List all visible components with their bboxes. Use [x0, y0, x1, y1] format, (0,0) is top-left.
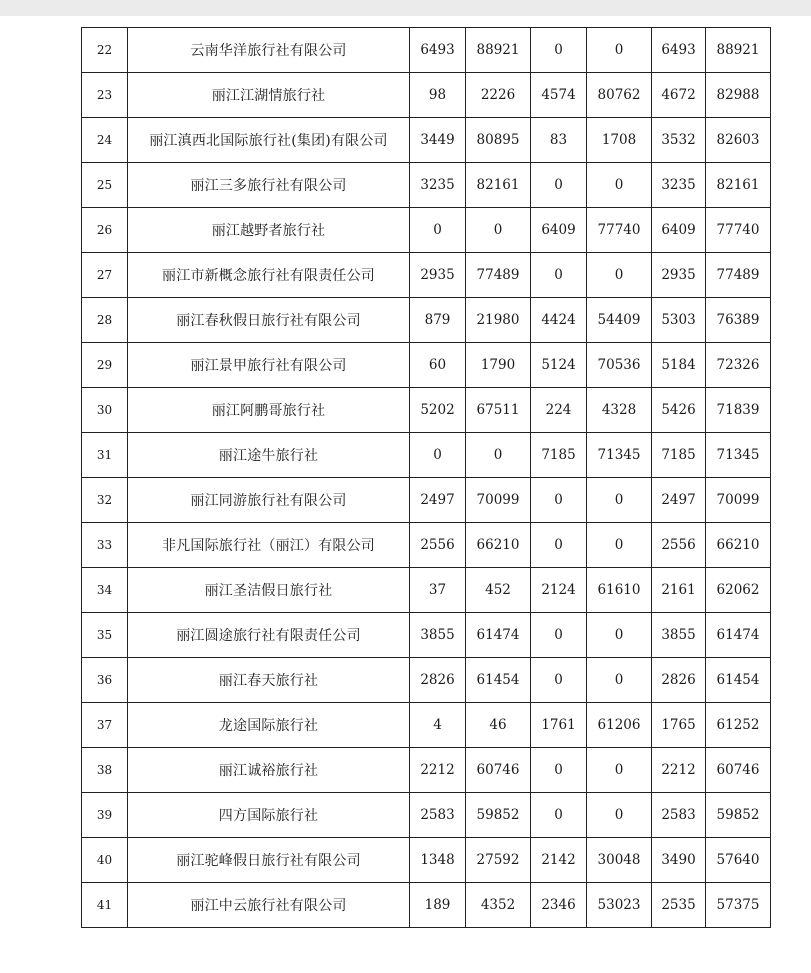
col-f-value-cell: 82161: [706, 163, 771, 208]
col-f-value-cell: 71839: [706, 388, 771, 433]
col-d-value-cell: 54409: [587, 298, 652, 343]
col-b-value-cell: 59852: [466, 793, 531, 838]
agency-name-cell: 丽江圣洁假日旅行社: [128, 568, 410, 613]
col-a-value-cell: 4: [410, 703, 466, 748]
col-a-value-cell: 0: [410, 433, 466, 478]
row-number-cell: 23: [82, 73, 128, 118]
col-c-value-cell: 4574: [531, 73, 587, 118]
table-row: [82, 388, 771, 433]
row-number-cell: 35: [82, 613, 128, 658]
col-f-value-cell: 70099: [706, 478, 771, 523]
col-f-value-cell: 76389: [706, 298, 771, 343]
table-row: [82, 748, 771, 793]
col-a-value-cell: 2583: [410, 793, 466, 838]
col-c-value-cell: 0: [531, 28, 587, 73]
col-b-value-cell: 61474: [466, 613, 531, 658]
agency-name-cell: 丽江中云旅行社有限公司: [128, 883, 410, 928]
col-d-value-cell: 61610: [587, 568, 652, 613]
col-d-value-cell: 1708: [587, 118, 652, 163]
agency-name-cell: 丽江诚裕旅行社: [128, 748, 410, 793]
col-e-value-cell: 3490: [652, 838, 706, 883]
col-d-value-cell: 0: [587, 163, 652, 208]
agency-name-cell: 龙途国际旅行社: [128, 703, 410, 748]
col-a-value-cell: 2497: [410, 478, 466, 523]
row-number-cell: 24: [82, 118, 128, 163]
col-f-value-cell: 62062: [706, 568, 771, 613]
col-c-value-cell: 83: [531, 118, 587, 163]
col-c-value-cell: 0: [531, 478, 587, 523]
col-b-value-cell: 0: [466, 208, 531, 253]
col-d-value-cell: 0: [587, 523, 652, 568]
col-e-value-cell: 2583: [652, 793, 706, 838]
col-e-value-cell: 4672: [652, 73, 706, 118]
col-c-value-cell: 6409: [531, 208, 587, 253]
col-a-value-cell: 879: [410, 298, 466, 343]
col-e-value-cell: 3855: [652, 613, 706, 658]
col-e-value-cell: 3235: [652, 163, 706, 208]
col-a-value-cell: 0: [410, 208, 466, 253]
travel-agency-table-container: [81, 27, 771, 928]
col-a-value-cell: 2826: [410, 658, 466, 703]
agency-name-cell: 丽江同游旅行社有限公司: [128, 478, 410, 523]
col-b-value-cell: 61454: [466, 658, 531, 703]
col-d-value-cell: 77740: [587, 208, 652, 253]
col-c-value-cell: 0: [531, 163, 587, 208]
col-b-value-cell: 70099: [466, 478, 531, 523]
col-e-value-cell: 5303: [652, 298, 706, 343]
table-row: [82, 73, 771, 118]
col-d-value-cell: 0: [587, 613, 652, 658]
row-number-cell: 38: [82, 748, 128, 793]
col-a-value-cell: 2556: [410, 523, 466, 568]
col-e-value-cell: 2212: [652, 748, 706, 793]
col-a-value-cell: 3449: [410, 118, 466, 163]
row-number-cell: 40: [82, 838, 128, 883]
col-c-value-cell: 1761: [531, 703, 587, 748]
row-number-cell: 30: [82, 388, 128, 433]
col-e-value-cell: 3532: [652, 118, 706, 163]
col-d-value-cell: 0: [587, 478, 652, 523]
col-b-value-cell: 452: [466, 568, 531, 613]
col-a-value-cell: 60: [410, 343, 466, 388]
col-e-value-cell: 5184: [652, 343, 706, 388]
col-f-value-cell: 82603: [706, 118, 771, 163]
col-f-value-cell: 57375: [706, 883, 771, 928]
col-e-value-cell: 7185: [652, 433, 706, 478]
col-f-value-cell: 82988: [706, 73, 771, 118]
col-d-value-cell: 30048: [587, 838, 652, 883]
travel-agency-table: [81, 27, 771, 928]
agency-name-cell: 丽江途牛旅行社: [128, 433, 410, 478]
col-d-value-cell: 0: [587, 658, 652, 703]
row-number-cell: 32: [82, 478, 128, 523]
col-f-value-cell: 71345: [706, 433, 771, 478]
col-f-value-cell: 61454: [706, 658, 771, 703]
agency-name-cell: 丽江圆途旅行社有限责任公司: [128, 613, 410, 658]
agency-name-cell: 丽江滇西北国际旅行社(集团)有限公司: [128, 118, 410, 163]
agency-name-cell: 四方国际旅行社: [128, 793, 410, 838]
row-number-cell: 26: [82, 208, 128, 253]
row-number-cell: 28: [82, 298, 128, 343]
col-b-value-cell: 27592: [466, 838, 531, 883]
table-row: [82, 523, 771, 568]
table-row: [82, 208, 771, 253]
col-c-value-cell: 0: [531, 523, 587, 568]
col-e-value-cell: 6493: [652, 28, 706, 73]
col-d-value-cell: 70536: [587, 343, 652, 388]
table-row: [82, 343, 771, 388]
col-d-value-cell: 61206: [587, 703, 652, 748]
agency-name-cell: 丽江春秋假日旅行社有限公司: [128, 298, 410, 343]
col-a-value-cell: 6493: [410, 28, 466, 73]
col-b-value-cell: 1790: [466, 343, 531, 388]
row-number-cell: 34: [82, 568, 128, 613]
col-e-value-cell: 2826: [652, 658, 706, 703]
table-row: [82, 253, 771, 298]
row-number-cell: 36: [82, 658, 128, 703]
col-c-value-cell: 224: [531, 388, 587, 433]
agency-name-cell: 丽江越野者旅行社: [128, 208, 410, 253]
col-a-value-cell: 37: [410, 568, 466, 613]
col-d-value-cell: 4328: [587, 388, 652, 433]
agency-name-cell: 丽江春天旅行社: [128, 658, 410, 703]
agency-name-cell: 云南华洋旅行社有限公司: [128, 28, 410, 73]
col-a-value-cell: 5202: [410, 388, 466, 433]
col-d-value-cell: 0: [587, 253, 652, 298]
col-f-value-cell: 77740: [706, 208, 771, 253]
table-row: [82, 298, 771, 343]
col-e-value-cell: 2161: [652, 568, 706, 613]
top-toolbar-strip: [0, 0, 811, 16]
col-e-value-cell: 2497: [652, 478, 706, 523]
col-f-value-cell: 57640: [706, 838, 771, 883]
col-e-value-cell: 2556: [652, 523, 706, 568]
table-body: [82, 28, 771, 928]
col-b-value-cell: 0: [466, 433, 531, 478]
col-e-value-cell: 2935: [652, 253, 706, 298]
col-e-value-cell: 2535: [652, 883, 706, 928]
col-f-value-cell: 61474: [706, 613, 771, 658]
col-b-value-cell: 82161: [466, 163, 531, 208]
col-a-value-cell: 189: [410, 883, 466, 928]
table-row: [82, 703, 771, 748]
table-row: [82, 118, 771, 163]
col-c-value-cell: 0: [531, 613, 587, 658]
col-a-value-cell: 2935: [410, 253, 466, 298]
agency-name-cell: 丽江三多旅行社有限公司: [128, 163, 410, 208]
table-row: [82, 163, 771, 208]
table-row: [82, 883, 771, 928]
row-number-cell: 31: [82, 433, 128, 478]
agency-name-cell: 丽江阿鹏哥旅行社: [128, 388, 410, 433]
row-number-cell: 25: [82, 163, 128, 208]
col-d-value-cell: 80762: [587, 73, 652, 118]
col-d-value-cell: 0: [587, 748, 652, 793]
col-b-value-cell: 66210: [466, 523, 531, 568]
table-row: [82, 613, 771, 658]
col-d-value-cell: 53023: [587, 883, 652, 928]
col-d-value-cell: 0: [587, 28, 652, 73]
col-b-value-cell: 77489: [466, 253, 531, 298]
row-number-cell: 39: [82, 793, 128, 838]
col-b-value-cell: 80895: [466, 118, 531, 163]
col-a-value-cell: 2212: [410, 748, 466, 793]
col-c-value-cell: 0: [531, 793, 587, 838]
col-b-value-cell: 46: [466, 703, 531, 748]
col-a-value-cell: 3855: [410, 613, 466, 658]
agency-name-cell: 丽江江湖情旅行社: [128, 73, 410, 118]
col-f-value-cell: 60746: [706, 748, 771, 793]
col-f-value-cell: 59852: [706, 793, 771, 838]
table-row: [82, 478, 771, 523]
table-row: [82, 433, 771, 478]
table-row: [82, 793, 771, 838]
col-c-value-cell: 2346: [531, 883, 587, 928]
agency-name-cell: 丽江驼峰假日旅行社有限公司: [128, 838, 410, 883]
table-row: [82, 658, 771, 703]
row-number-cell: 33: [82, 523, 128, 568]
row-number-cell: 41: [82, 883, 128, 928]
row-number-cell: 37: [82, 703, 128, 748]
col-c-value-cell: 0: [531, 748, 587, 793]
agency-name-cell: 丽江市新概念旅行社有限责任公司: [128, 253, 410, 298]
col-f-value-cell: 88921: [706, 28, 771, 73]
col-a-value-cell: 1348: [410, 838, 466, 883]
col-c-value-cell: 2142: [531, 838, 587, 883]
col-f-value-cell: 72326: [706, 343, 771, 388]
table-row: [82, 838, 771, 883]
row-number-cell: 22: [82, 28, 128, 73]
col-b-value-cell: 21980: [466, 298, 531, 343]
agency-name-cell: 非凡国际旅行社（丽江）有限公司: [128, 523, 410, 568]
col-c-value-cell: 0: [531, 253, 587, 298]
row-number-cell: 29: [82, 343, 128, 388]
agency-name-cell: 丽江景甲旅行社有限公司: [128, 343, 410, 388]
col-c-value-cell: 2124: [531, 568, 587, 613]
col-a-value-cell: 98: [410, 73, 466, 118]
table-row: [82, 568, 771, 613]
col-f-value-cell: 61252: [706, 703, 771, 748]
col-c-value-cell: 7185: [531, 433, 587, 478]
col-b-value-cell: 60746: [466, 748, 531, 793]
col-b-value-cell: 4352: [466, 883, 531, 928]
col-e-value-cell: 1765: [652, 703, 706, 748]
row-number-cell: 27: [82, 253, 128, 298]
col-e-value-cell: 6409: [652, 208, 706, 253]
col-f-value-cell: 66210: [706, 523, 771, 568]
col-b-value-cell: 88921: [466, 28, 531, 73]
col-d-value-cell: 71345: [587, 433, 652, 478]
col-e-value-cell: 5426: [652, 388, 706, 433]
table-row: [82, 28, 771, 73]
col-b-value-cell: 67511: [466, 388, 531, 433]
col-a-value-cell: 3235: [410, 163, 466, 208]
col-c-value-cell: 5124: [531, 343, 587, 388]
col-d-value-cell: 0: [587, 793, 652, 838]
col-f-value-cell: 77489: [706, 253, 771, 298]
col-c-value-cell: 4424: [531, 298, 587, 343]
col-b-value-cell: 2226: [466, 73, 531, 118]
col-c-value-cell: 0: [531, 658, 587, 703]
